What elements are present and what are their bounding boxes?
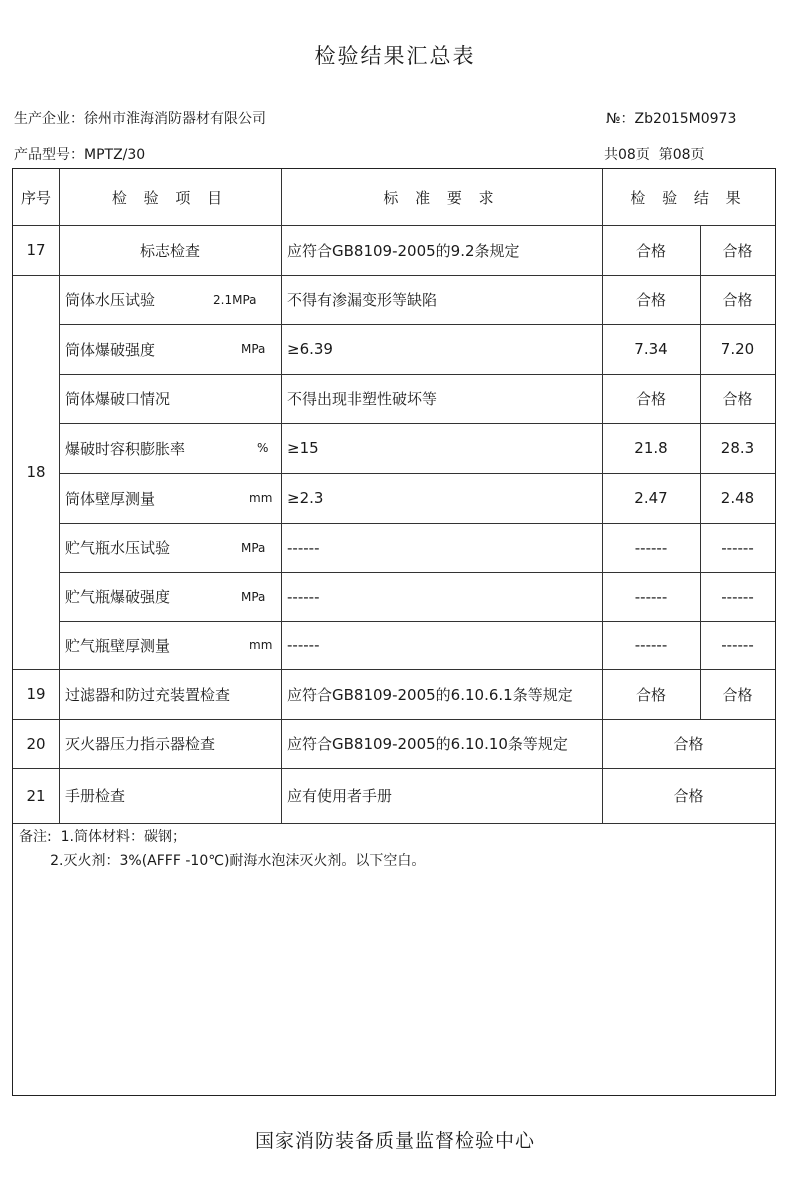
row-result-2: 2.48 — [720, 489, 755, 507]
document-title: 检验结果汇总表 — [314, 44, 476, 68]
row-result-1: 合格 — [635, 685, 666, 704]
row-unit: MPa — [241, 589, 266, 604]
row-item: 过滤器和防过充装置检查 — [65, 685, 231, 704]
row-requirement: 应符合GB8109-2005的6.10.6.1条等规定 — [287, 685, 573, 704]
row-divider — [13, 823, 775, 824]
model-line — [14, 144, 145, 164]
row-requirement: 不得有渗漏变形等缺陷 — [287, 291, 438, 309]
model-value: MPTZ/30 — [84, 147, 146, 163]
row-result-merged: 合格 — [673, 735, 704, 753]
row-item: 筒体壁厚测量 — [65, 489, 156, 508]
row-item: 灭火器压力指示器检查 — [65, 735, 216, 753]
row-result-1: 21.8 — [634, 439, 668, 457]
remarks — [19, 825, 425, 873]
row-result-2: 合格 — [722, 390, 753, 408]
header-result: 检 验 结 果 — [630, 188, 747, 207]
row-result-1: ------ — [634, 587, 668, 606]
row-result-1: 7.34 — [634, 340, 668, 358]
row-seq: 17 — [26, 241, 46, 259]
row-unit: mm — [249, 638, 273, 652]
report-number: №：Zb2015M0973 — [606, 111, 737, 127]
model-label: 产品型号： — [14, 147, 84, 163]
row-result-2: 合格 — [722, 291, 753, 309]
row-result-2: ------ — [721, 587, 754, 606]
row-item: 筒体爆破强度 — [65, 340, 156, 359]
page-info: 共08页 第08页 — [604, 147, 705, 163]
row-result-1: 合格 — [635, 291, 666, 309]
row-result-1: 合格 — [635, 241, 666, 260]
issuer-footer: 国家消防装备质量监督检验中心 — [254, 1130, 535, 1152]
row-unit: mm — [249, 491, 273, 505]
row-requirement: ≥15 — [287, 439, 319, 457]
row-requirement: 应符合GB8109-2005的9.2条规定 — [287, 241, 520, 260]
row-item: 标志检查 — [139, 241, 200, 260]
manufacturer-line — [14, 108, 266, 128]
row-result-2: 合格 — [722, 241, 753, 260]
row-item: 贮气瓶壁厚测量 — [65, 636, 171, 655]
row-seq: 21 — [26, 786, 46, 805]
results-table — [12, 168, 776, 1096]
row-result-2: ------ — [721, 538, 754, 557]
row-result-1: 合格 — [635, 390, 666, 408]
row-item: 筒体水压试验 — [65, 291, 156, 309]
row-requirement: ≥2.3 — [287, 489, 324, 507]
row-seq-merged: 18 — [26, 463, 46, 481]
row-requirement: 应符合GB8109-2005的6.10.10条等规定 — [287, 735, 568, 753]
row-result-1: ------ — [634, 538, 668, 557]
remark-line: 2.灭火剂：3%(AFFF -10℃)耐海水泡沫灭火剂。以下空白。 — [19, 853, 426, 869]
row-result-2: ------ — [721, 636, 754, 654]
row-unit: 2.1MPa — [213, 292, 257, 307]
header-requirement: 标 准 要 求 — [383, 188, 500, 207]
row-unit: MPa — [241, 342, 266, 356]
row-item: 贮气瓶水压试验 — [65, 539, 171, 557]
row-item: 爆破时容积膨胀率 — [65, 439, 186, 458]
row-seq: 20 — [26, 734, 46, 753]
header-item: 检 验 项 目 — [111, 188, 229, 207]
row-unit: MPa — [241, 540, 266, 555]
remark-line: 备注: 1.筒体材料：碳钢； — [19, 829, 186, 845]
row-requirement: ≥6.39 — [287, 340, 333, 358]
row-requirement: 不得出现非塑性破坏等 — [287, 390, 438, 408]
row-requirement: 应有使用者手册 — [287, 787, 393, 805]
row-requirement: ------ — [287, 587, 320, 606]
manufacturer-label: 生产企业： — [14, 111, 84, 127]
row-item: 手册检查 — [65, 787, 126, 805]
row-item: 筒体爆破口情况 — [65, 390, 171, 408]
row-result-1: 2.47 — [634, 489, 668, 507]
row-result-1: ------ — [634, 636, 668, 654]
row-seq: 19 — [26, 685, 46, 703]
row-result-2: 合格 — [722, 685, 753, 704]
row-result-2: 28.3 — [720, 439, 755, 457]
manufacturer-name: 徐州市淮海消防器材有限公司 — [84, 111, 266, 127]
header-seq: 序号 — [20, 188, 51, 207]
row-unit: % — [257, 441, 269, 455]
row-item: 贮气瓶爆破强度 — [65, 588, 171, 606]
row-requirement: ------ — [287, 636, 320, 654]
row-result-2: 7.20 — [720, 340, 755, 358]
row-result-merged: 合格 — [673, 787, 704, 805]
row-requirement: ------ — [287, 538, 320, 557]
